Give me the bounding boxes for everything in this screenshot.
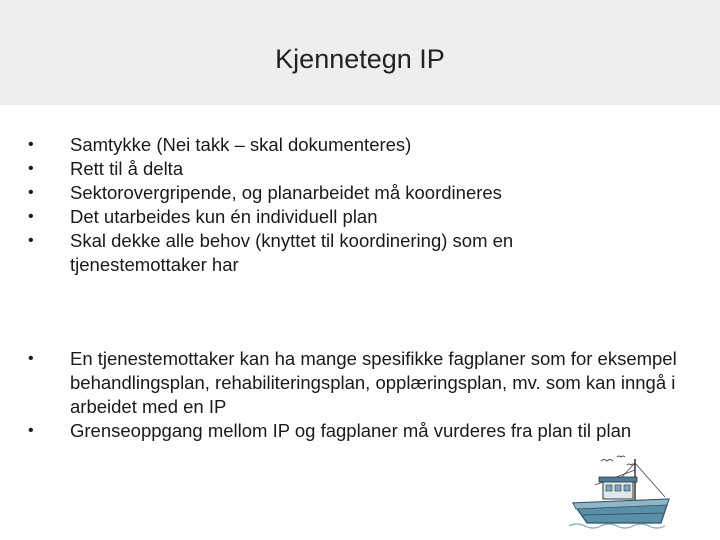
list-item-text: Grenseoppgang mellom IP og fagplaner må vurderes fra plan til plan (70, 420, 632, 441)
bullet-icon: • (28, 160, 34, 177)
list-item (0, 205, 630, 229)
primary-bullet-list (0, 133, 630, 277)
list-item-text: Rett til å delta (70, 158, 184, 179)
bullet-icon: • (28, 136, 34, 153)
list-item (0, 133, 630, 157)
list-item (0, 181, 630, 205)
list-item (0, 347, 685, 419)
secondary-bullet-list (0, 347, 685, 443)
bullet-icon: • (28, 232, 34, 249)
list-item-text: Samtykke (Nei takk – skal dokumenteres) (70, 134, 412, 155)
list-item-text: Sektorovergripende, og planarbeidet må koordineres (70, 182, 502, 203)
list-item-text: En tjenestemottaker kan ha mange spesifikke fagplaner som for eksempel behandlingsplan, rehabiliteringsplan, opplæringsplan, mv. som kan inngå i arbeidet med en IP (70, 348, 677, 417)
list-item-text: Det utarbeides kun én individuell plan (70, 206, 378, 227)
fishing-boat-icon (565, 455, 675, 530)
bullet-icon: • (28, 350, 34, 367)
list-item (0, 229, 590, 277)
bullet-icon: • (28, 422, 34, 439)
list-item (0, 419, 645, 443)
list-item (0, 157, 630, 181)
bullet-icon: • (28, 184, 34, 201)
list-item-text: Skal dekke alle behov (knyttet til koordinering) som en tjenestemottaker har (70, 230, 514, 275)
slide-title: Kjennetegn IP (275, 44, 445, 74)
bullet-icon: • (28, 208, 34, 225)
